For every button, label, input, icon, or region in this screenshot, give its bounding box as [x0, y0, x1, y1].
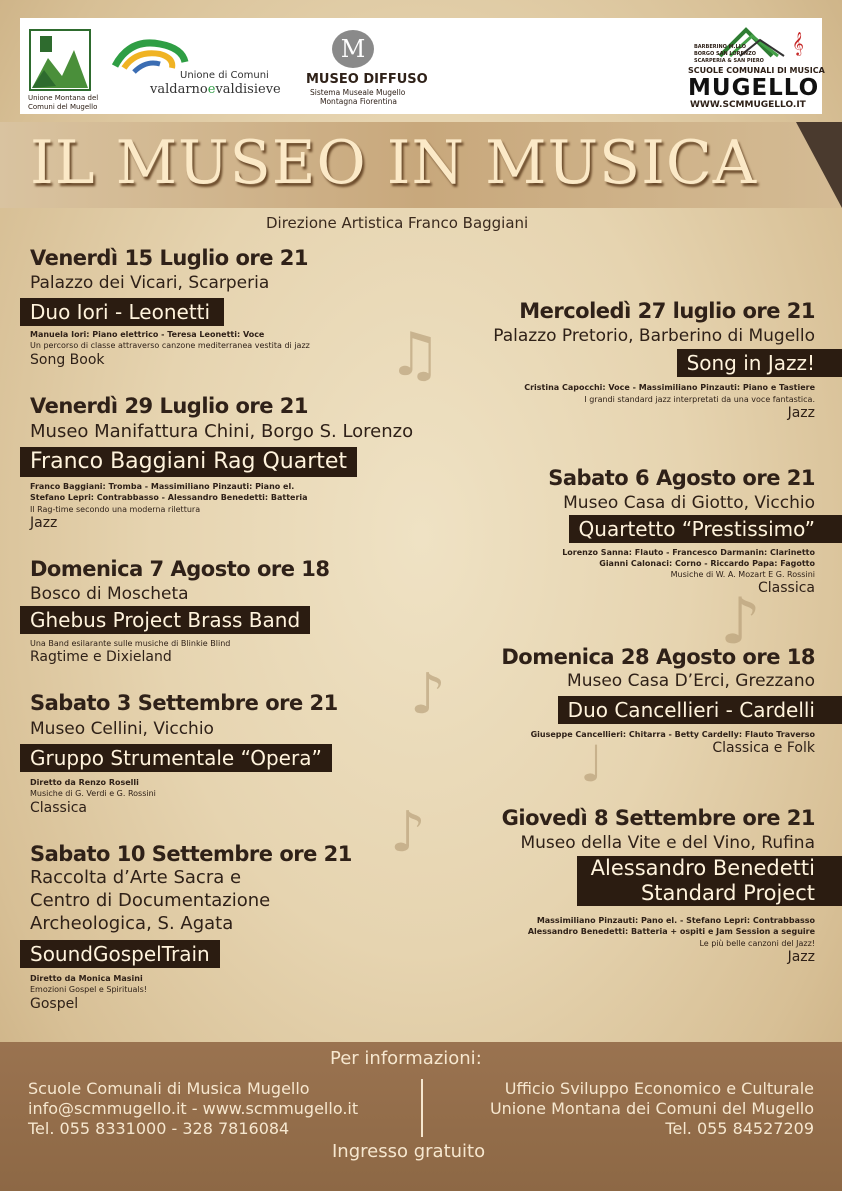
- event-genre: Classica e Folk: [712, 740, 815, 756]
- unione-montana-logo: [28, 28, 98, 112]
- event-genre: Jazz: [787, 949, 815, 965]
- museo-line1: Sistema Museale Mugello: [310, 88, 406, 97]
- event-band: Duo Iori - Leonetti: [20, 298, 224, 326]
- event-band: SoundGospelTrain: [20, 940, 220, 968]
- event-credits: Diretto da Renzo Roselli: [30, 778, 139, 787]
- event-genre: Classica: [30, 800, 87, 816]
- event-date: Venerdì 29 Luglio ore 21: [30, 394, 309, 418]
- event-date: Sabato 3 Settembre ore 21: [30, 691, 338, 715]
- scuole-musica-logo: [680, 26, 825, 112]
- event-date: Venerdì 15 Luglio ore 21: [30, 246, 309, 270]
- event-description: Una Band esilarante sulle musiche di Blinkie Blind: [30, 639, 231, 648]
- info-heading: Per informazioni:: [330, 1048, 482, 1069]
- event-genre: Classica: [758, 580, 815, 596]
- artistic-direction: Direzione Artistica Franco Baggiani: [266, 214, 529, 232]
- event-credits: Gianni Calonaci: Corno - Riccardo Papa: Fagotto: [599, 559, 815, 568]
- event-credits: Massimiliano Pinzauti: Pano el. - Stefano Lepri: Contrabbasso: [536, 916, 815, 925]
- event-description: Musiche di W. A. Mozart E G. Rossini: [670, 570, 815, 579]
- event-credits: Giuseppe Cancellieri: Chitarra - Betty Cardelly: Flauto Traverso: [530, 730, 815, 739]
- info-right-line3: Tel. 055 84527209: [665, 1119, 814, 1138]
- event-credits: Manuela Iori: Piano elettrico - Teresa Leonetti: Voce: [30, 330, 265, 339]
- event-band: Quartetto “Prestissimo”: [569, 515, 842, 543]
- event-venue: Museo Manifattura Chini, Borgo S. Lorenzo: [30, 421, 414, 442]
- event-description: Emozioni Gospel e Spirituals!: [30, 985, 147, 994]
- event-date: Giovedì 8 Settembre ore 21: [501, 806, 815, 830]
- museo-title: MUSEO DIFFUSO: [306, 72, 428, 87]
- scuole-line1: SCUOLE COMUNALI DI MUSICA: [688, 66, 825, 75]
- event-venue: Bosco di Moscheta: [30, 584, 189, 604]
- info-divider: [421, 1079, 423, 1137]
- page-title: IL MUSEO IN MUSICA: [30, 128, 758, 198]
- event-genre: Jazz: [787, 405, 815, 421]
- event-credits: Diretto da Monica Masini: [30, 974, 143, 983]
- event-venue: Museo Cellini, Vicchio: [30, 719, 214, 739]
- valdarno-logo: [110, 36, 290, 100]
- music-note-icon: ♪: [410, 662, 446, 727]
- svg-text:𝄞: 𝄞: [792, 31, 804, 55]
- info-left-line3: Tel. 055 8331000 - 328 7816084: [28, 1119, 290, 1138]
- event-venue: Museo Casa D’Erci, Grezzano: [567, 671, 815, 691]
- museo-line2: Montagna Fiorentina: [320, 97, 397, 106]
- event-date: Sabato 6 Agosto ore 21: [548, 466, 815, 490]
- event-venue: Archeologica, S. Agata: [30, 913, 234, 934]
- info-right-line2: Unione Montana dei Comuni del Mugello: [489, 1099, 814, 1118]
- event-description: Il Rag-time secondo una moderna rilettura: [30, 505, 201, 514]
- unione-montana-line1: Unione Montana del: [28, 94, 99, 102]
- free-entry: Ingresso gratuito: [332, 1141, 486, 1162]
- valdarno-line2-a: valdarno: [150, 82, 208, 97]
- event-genre: Ragtime e Dixieland: [30, 649, 172, 665]
- unione-montana-line2: Comuni del Mugello: [28, 103, 98, 111]
- swirl-logo-icon: [110, 36, 190, 86]
- music-note-icon: ♩: [580, 735, 604, 793]
- event-date: Domenica 7 Agosto ore 18: [30, 557, 330, 581]
- event-date: Mercoledì 27 luglio ore 21: [519, 299, 815, 323]
- scuole-small1: BARBERINO M.LLO: [694, 44, 746, 50]
- valdarno-line2-c: valdisieve: [215, 82, 281, 97]
- event-description: Un percorso di classe attraverso canzone mediterranea vestita di jazz: [30, 341, 310, 350]
- event-band: Ghebus Project Brass Band: [20, 606, 310, 634]
- valdarno-line1: Unione di Comuni: [180, 70, 269, 81]
- museo-diffuso-logo: [300, 28, 428, 112]
- music-note-icon: ♪: [390, 800, 426, 865]
- event-venue: Palazzo Pretorio, Barberino di Mugello: [493, 326, 815, 346]
- scuole-small2: BORGO SAN LORENZO: [694, 51, 756, 57]
- museum-m-icon: M: [332, 30, 374, 68]
- event-date: Domenica 28 Agosto ore 18: [501, 645, 815, 669]
- info-left-line1: Scuole Comunali di Musica Mugello: [28, 1079, 310, 1098]
- event-band: [577, 856, 842, 906]
- event-genre: Jazz: [30, 515, 58, 531]
- valdarno-line2: [150, 82, 281, 97]
- tree-mountain-icon: [28, 28, 92, 92]
- event-credits: Alessandro Benedetti: Batteria + ospiti e Jam Session a seguire: [527, 927, 815, 936]
- event-band: Franco Baggiani Rag Quartet: [20, 447, 357, 477]
- event-credits: Franco Baggiani: Tromba - Massimiliano Pinzauti: Piano el.: [30, 482, 295, 491]
- event-description: Musiche di G. Verdi e G. Rossini: [30, 789, 156, 798]
- event-band: Gruppo Strumentale “Opera”: [20, 744, 332, 772]
- event-band: Song in Jazz!: [677, 349, 842, 377]
- event-venue: Museo Casa di Giotto, Vicchio: [563, 493, 815, 513]
- event-venue: Museo della Vite e del Vino, Rufina: [520, 833, 815, 853]
- event-venue: Palazzo dei Vicari, Scarperia: [30, 273, 270, 293]
- music-note-icon: ♫: [388, 320, 442, 390]
- event-description: Le più belle canzoni del Jazz!: [699, 939, 815, 948]
- scuole-line3: WWW.SCMMUGELLO.IT: [690, 100, 806, 110]
- event-band-line1: Alessandro Benedetti: [590, 856, 815, 880]
- event-band: Duo Cancellieri - Cardelli: [558, 696, 842, 724]
- event-date: Sabato 10 Settembre ore 21: [30, 842, 352, 866]
- scuole-line2: MUGELLO: [688, 75, 820, 101]
- event-band-line2: Standard Project: [640, 881, 815, 905]
- scuole-small3: SCARPERIA & SAN PIERO: [694, 58, 764, 64]
- event-venue: Centro di Documentazione: [30, 890, 271, 911]
- event-credits: Stefano Lepri: Contrabbasso - Alessandro Benedetti: Batteria: [30, 493, 308, 502]
- valdarno-line2-b: e: [207, 82, 216, 97]
- event-venue: Raccolta d’Arte Sacra e: [30, 867, 242, 888]
- event-credits: Cristina Capocchi: Voce - Massimiliano Pinzauti: Piano e Tastiere: [524, 383, 815, 392]
- music-note-icon: ♪: [720, 585, 761, 659]
- event-genre: Song Book: [30, 352, 105, 368]
- event-credits: Lorenzo Sanna: Flauto - Francesco Darmanin: Clarinetto: [562, 548, 815, 557]
- event-description: I grandi standard jazz interpretati da una voce fantastica.: [584, 395, 815, 404]
- info-left-line2: info@scmmugello.it - www.scmmugello.it: [28, 1099, 359, 1118]
- info-right-line1: Ufficio Sviluppo Economico e Culturale: [504, 1079, 814, 1098]
- event-genre: Gospel: [30, 996, 79, 1012]
